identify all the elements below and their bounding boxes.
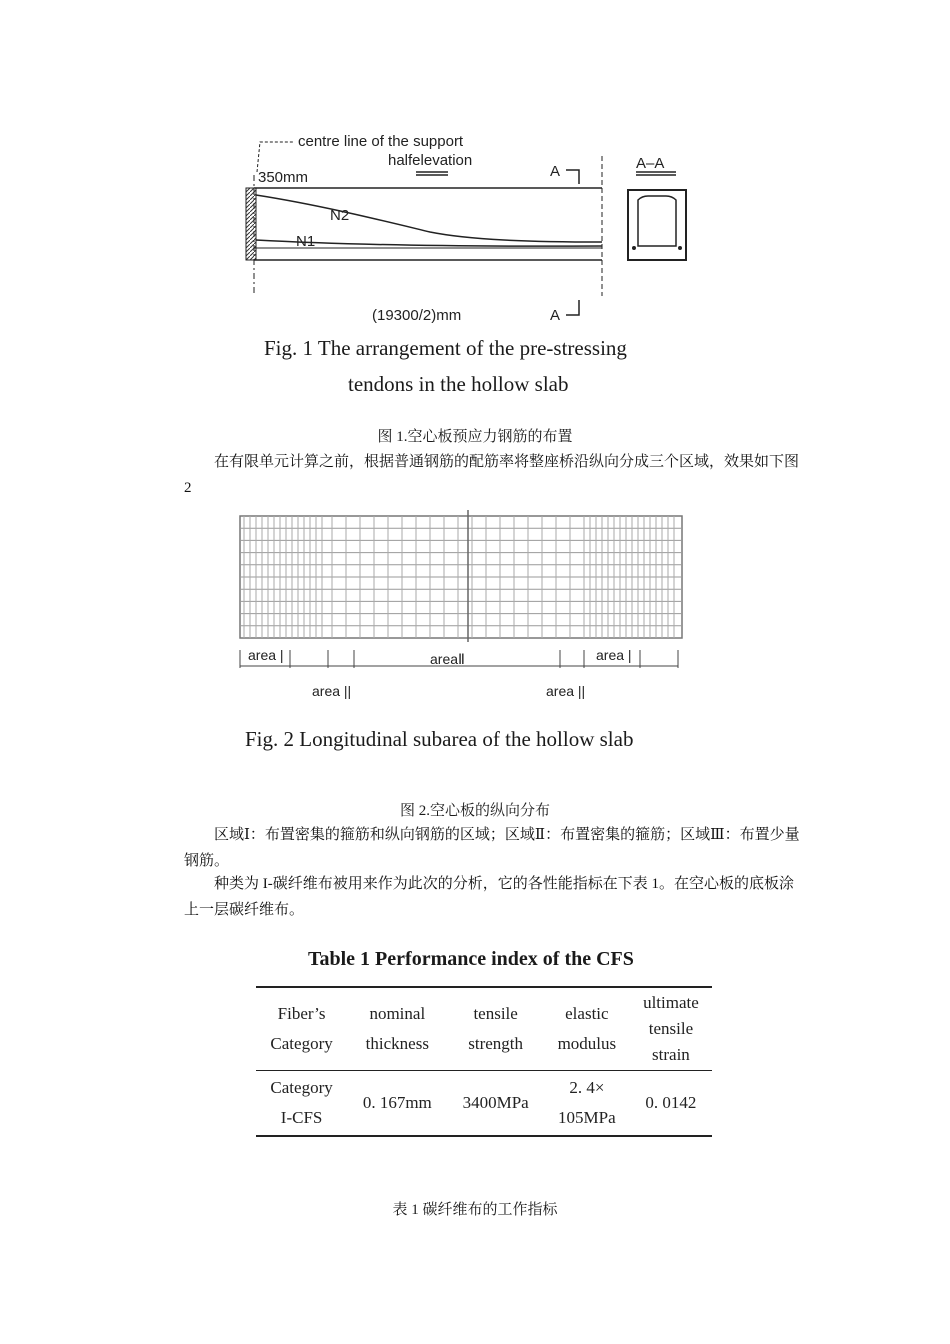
cell-strength: 3400MPa — [462, 1093, 529, 1112]
header-elastic-modulus: elastic modulus — [557, 1004, 617, 1053]
label-section-title: A–A — [636, 155, 665, 172]
figure-1-caption-en-line2: tendons in the hollow slab — [348, 372, 569, 396]
cell-thickness: 0. 167mm — [362, 1093, 432, 1112]
table-header-row — [256, 987, 712, 1071]
header-fiber-category: Fiber’s Category — [270, 1004, 333, 1053]
figure-1-drawing — [230, 120, 700, 330]
figure-2-drawing — [232, 508, 692, 708]
table-row — [256, 1071, 712, 1137]
table-1 — [256, 986, 712, 1137]
cross-section-hole — [638, 196, 676, 246]
paragraph-1: 在有限单元计算之前，根据普通钢筋的配筋率将整座桥沿纵向分成三个区域，效果如下图 2 — [184, 454, 800, 496]
paragraph-2: 区域Ⅰ：布置密集的箍筋和纵向钢筋的区域；区域Ⅱ：布置密集的箍筋；区域Ⅲ：布置少量钢筋。 — [184, 827, 800, 869]
label-area-ii-right: area || — [546, 683, 586, 699]
cross-section-outline — [628, 190, 686, 260]
label-length: (19300/2)mm — [372, 307, 462, 324]
section-marker-top — [566, 170, 579, 184]
label-section-a-top: A — [550, 163, 561, 180]
header-tensile-strength: tensile strength — [468, 1004, 524, 1053]
cell-category: Category I-CFS — [270, 1078, 333, 1127]
header-ultimate-tensile-strain: ultimate tensile strain — [643, 993, 699, 1064]
label-350mm: 350mm — [258, 169, 309, 186]
label-n1: N1 — [296, 233, 316, 250]
label-area-ii-left: area || — [312, 683, 352, 699]
figure-1-caption-cn: 图 1.空心板预应力钢筋的布置 — [377, 429, 573, 445]
leader-line — [257, 142, 294, 172]
cross-section-tendon-right — [678, 246, 682, 250]
table-1-caption-cn: 表 1 碳纤维布的工作指标 — [392, 1202, 558, 1218]
cell-strain: 0. 0142 — [645, 1093, 697, 1112]
label-n2: N2 — [330, 207, 350, 224]
cell-modulus: 2. 4× 105MPa — [558, 1078, 616, 1127]
table-1-title: Table 1 Performance index of the CFS — [308, 948, 634, 970]
cross-section-tendon-left — [632, 246, 636, 250]
grid-horizontal-lines — [240, 528, 682, 626]
label-area-right: area | — [596, 647, 632, 663]
figure-1-caption-en-line1: Fig. 1 The arrangement of the pre-stressing — [264, 336, 627, 360]
label-support-line: centre line of the support — [298, 133, 464, 150]
label-halfelevation: halfelevation — [388, 152, 473, 169]
figure-2-caption-en: Fig. 2 Longitudinal subarea of the hollow slab — [245, 727, 634, 751]
header-nominal-thickness: nominal thickness — [365, 1004, 429, 1053]
label-area-left: area | — [248, 647, 284, 663]
label-area-mid: areaⅡ — [430, 651, 465, 667]
figure-2-caption-cn: 图 2.空心板的纵向分布 — [399, 803, 550, 819]
label-section-a-bottom: A — [550, 307, 561, 324]
paragraph-3: 种类为 I-碳纤维布被用来作为此次的分析，它的各性能指标在下表 1。在空心板的底板涂上一层碳纤维布。 — [184, 876, 794, 918]
section-marker-bottom — [566, 300, 579, 315]
